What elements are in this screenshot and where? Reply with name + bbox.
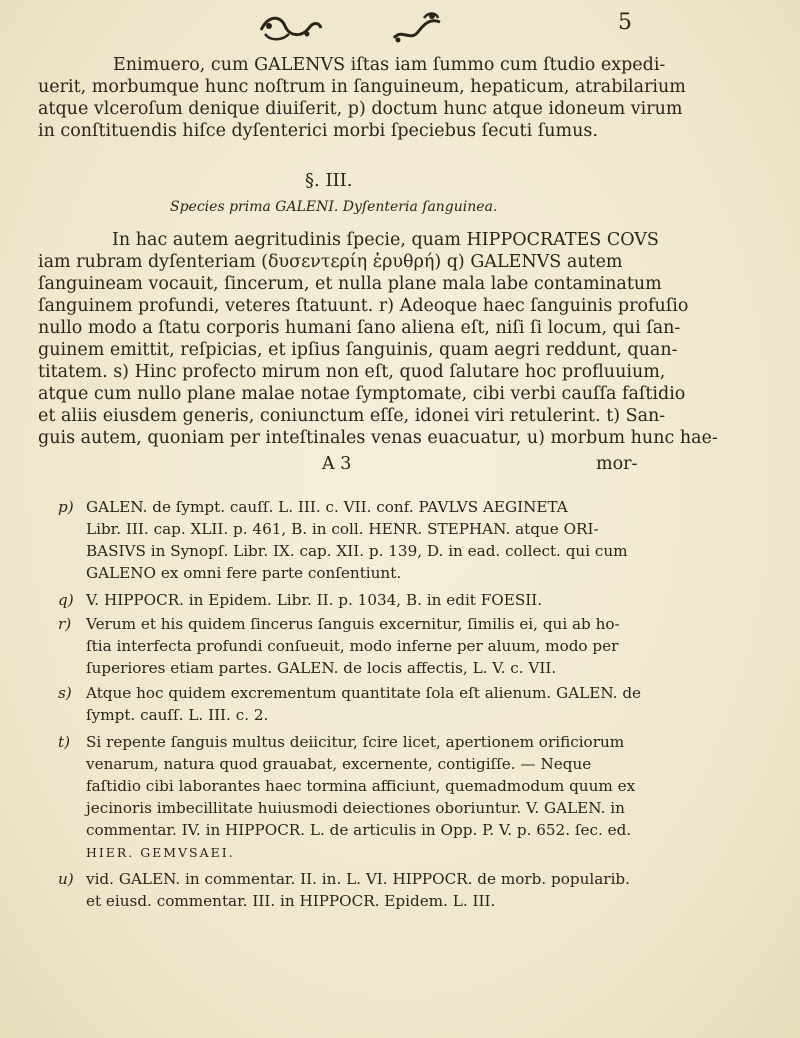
- text-line: uerit, morbumque hunc noſtrum in ſanguineum, hepaticum, atrabilarium: [38, 77, 686, 97]
- footnote-line: Si repente ſanguis multus deiicitur, ſcire licet, apertionem orificiorum: [86, 733, 625, 751]
- text-line: nullo modo a ſtatu corporis humani ſano aliena eſt, niſi ſi locum, qui ſan-: [38, 318, 681, 338]
- footnote-line: GALEN. de ſympt. cauſſ. L. III. c. VII. conf. PAVLVS AEGINETA: [86, 498, 568, 516]
- footnote-line: HIER. GEMVSAEI.: [86, 845, 235, 860]
- footnote-line: faſtidio cibi laborantes haec tormina afficiunt, quemadmodum quum ex: [86, 777, 636, 795]
- footnote-line: ſympt. cauſſ. L. III. c. 2.: [86, 706, 269, 724]
- printer-ornament-right-icon: [388, 8, 448, 48]
- footnote-line: BASIVS in Synopſ. Libr. IX. cap. XII. p. 139, D. in ead. collect. qui cum: [86, 542, 628, 560]
- text-line: iam rubram dyſenteriam (δυσεντερίη ἐρυθρή) q) GALENVS autem: [38, 252, 623, 272]
- footnote-line: jecinoris imbecillitate huiusmodi deiectiones oboriuntur. V. GALEN. in: [86, 799, 625, 817]
- footnote-mark: u): [58, 870, 74, 888]
- footnote-line: commentar. IV. in HIPPOCR. L. de articulis in Opp. P. V. p. 652. ſec. ed.: [86, 821, 632, 839]
- footnote-mark: q): [58, 591, 74, 609]
- catchword: mor-: [596, 454, 638, 474]
- footnote-line: et eiusd. commentar. III. in HIPPOCR. Epidem. L. III.: [86, 892, 496, 910]
- footnote-mark: s): [58, 684, 72, 702]
- text-line: atque cum nullo plane malae notae ſymptomate, cibi verbi cauſſa faſtidio: [38, 384, 686, 404]
- text-line: ſanguinem profundi, veteres ſtatuunt. r) Adeoque haec ſanguinis profuſio: [38, 296, 689, 316]
- text-line: atque vlceroſum denique diuiſerit, p) doctum hunc atque idoneum virum: [38, 99, 683, 119]
- signature-mark: A 3: [322, 454, 352, 474]
- footnote-line: Libr. III. cap. XLII. p. 461, B. in coll. HENR. STEPHAN. atque ORI-: [86, 520, 599, 538]
- text-line: guinem emittit, reſpicias, et ipſius ſanguinis, quam aegri reddunt, quan-: [38, 340, 678, 360]
- page-number: 5: [618, 10, 632, 35]
- footnote-line: Atque hoc quidem excrementum quantitate ſola eſt alienum. GALEN. de: [86, 684, 642, 702]
- footnote-line: ſtia interfecta profundi conſueuit, modo inferne per aluum, modo per: [86, 637, 619, 655]
- footnote-line: V. HIPPOCR. in Epidem. Libr. II. p. 1034, B. in edit FOESII.: [86, 591, 543, 609]
- footnote-mark: r): [58, 615, 72, 633]
- text-line: Enimuero, cum GALENVS iſtas iam ſummo cum ſtudio expedi-: [113, 55, 666, 75]
- footnote-line: venarum, natura quod grauabat, excernente, contigiſſe. — Neque: [86, 755, 592, 773]
- text-line: in conſtituendis hiſce dyſenterici morbi ſpeciebus ſecuti ſumus.: [38, 121, 598, 141]
- footnote-line: Verum et his quidem ſincerus ſanguis excernitur, ſimilis ei, qui ab ho-: [86, 615, 620, 633]
- footnote-line: vid. GALEN. in commentar. II. in. L. VI. HIPPOCR. de morb. popularib.: [86, 870, 630, 888]
- printer-ornament-left-icon: [255, 8, 325, 48]
- text-line: In hac autem aegritudinis ſpecie, quam HIPPOCRATES COVS: [112, 230, 659, 250]
- footnote-line: ſuperiores etiam partes. GALEN. de locis affectis, L. V. c. VII.: [86, 659, 557, 677]
- text-line: ſanguineam vocauit, ſincerum, et nulla plane mala labe contaminatum: [38, 274, 662, 294]
- footnote-line: GALENO ex omni fere parte conſentiunt.: [86, 564, 402, 582]
- text-line: et aliis eiusdem generis, coniunctum eſſe, idonei viri retulerint. t) San-: [38, 406, 666, 426]
- section-heading: §. III.: [305, 170, 353, 191]
- text-line: titatem. s) Hinc profecto mirum non eſt, quod ſalutare hoc profluuium,: [38, 362, 666, 382]
- section-subheading: Species prima GALENI. Dyſenteria ſanguinea.: [170, 199, 498, 215]
- footnote-mark: p): [58, 498, 74, 516]
- text-line: guis autem, quoniam per inteſtinales venas euacuatur, u) morbum hunc hae-: [38, 428, 718, 448]
- footnote-mark: t): [58, 733, 71, 751]
